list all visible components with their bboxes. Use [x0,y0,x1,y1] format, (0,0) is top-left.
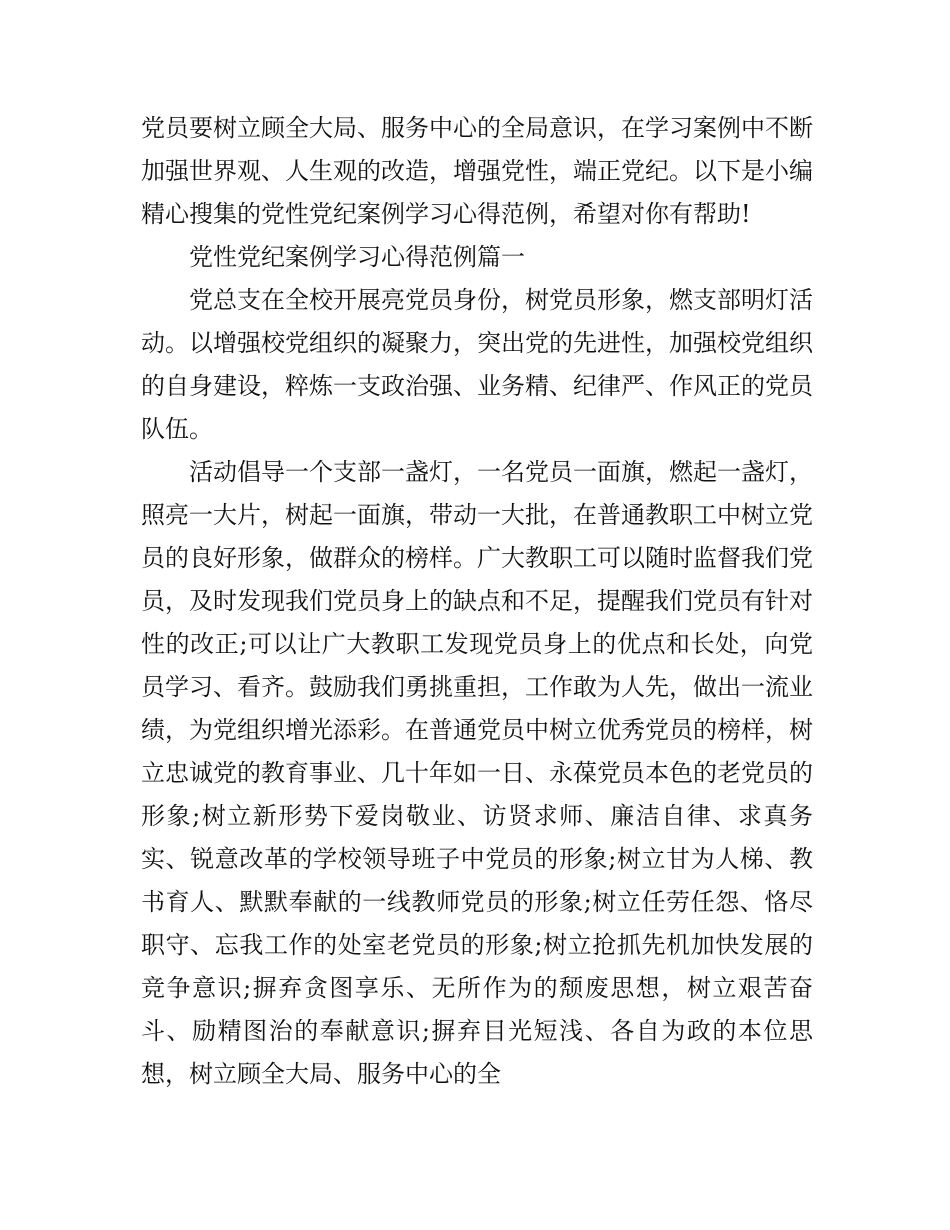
document-body [141,107,813,1096]
body-paragraph-1: 党总支在全校开展亮党员身份，树党员形象，燃支部明灯活动。以增强校党组织的凝聚力，突出党的先进性，加强校党组织的自身建设，粹炼一支政治强、业务精、纪律严、作风正的党员队伍。 [141,286,813,443]
body-paragraph-2: 活动倡导一个支部一盏灯，一名党员一面旗，燃起一盏灯，照亮一大片，树起一面旗，带动一大批，在普通教职工中树立党员的良好形象，做群众的榜样。广大教职工可以随时监督我们党员，及时发现我们党员身上的缺点和不足，提醒我们党员有针对性的改正;可以让广大教职工发现党员身上的优点和长处，向党员学习、看齐。鼓励我们勇挑重担，工作敢为人先，做出一流业绩，为党组织增光添彩。在普通党员中树立优秀党员的榜样，树立忠诚党的教育事业、几十年如一日、永葆党员本色的老党员的形象;树立新形势下爱岗敬业、访贤求师、廉洁自律、求真务实、锐意改革的学校领导班子中党员的形象;树立甘为人梯、教书育人、默默奉献的一线教师党员的形象;树立任劳任怨、恪尽职守、忘我工作的处室老党员的形象;树立抢抓先机加快发展的竞争意识;摒弃贪图享乐、无所作为的颓废思想，树立艰苦奋斗、励精图治的奉献意识;摒弃目光短浅、各自为政的本位思想，树立顾全大局、服务中心的全 [141,458,813,1088]
section-heading: 党性党纪案例学习心得范例篇一 [189,243,525,271]
intro-paragraph: 党员要树立顾全大局、服务中心的全局意识，在学习案例中不断加强世界观、人生观的改造，增强党性，端正党纪。以下是小编精心搜集的党性党纪案例学习心得范例，希望对你有帮助! [141,114,813,228]
